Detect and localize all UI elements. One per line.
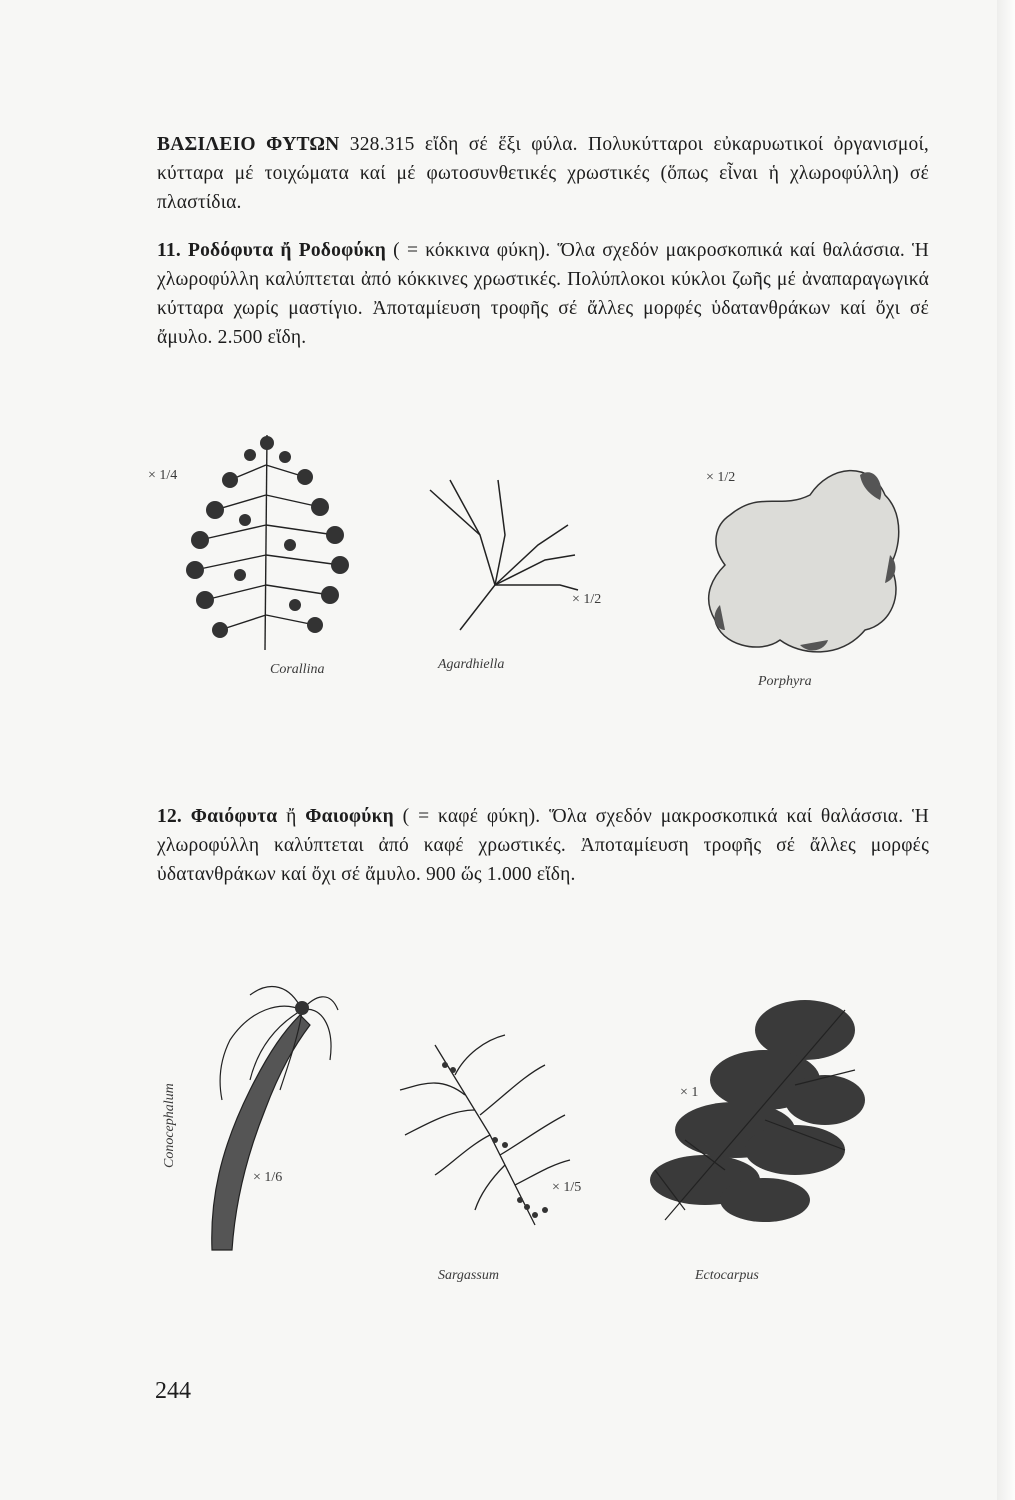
conocephalum-scale: × 1/6 [253,1170,283,1185]
section-12-paragraph [157,802,929,889]
ectocarpus-caption: Ectocarpus [695,1268,759,1283]
agardhiella-illustration [420,475,580,635]
intro-text: 328.315 εἴδη σέ ἕξι φύλα. Πολυκύτταροι εὐκαρυωτικοί ὀργανισμοί, κύτταρα μέ τοιχώματα καί μέ φωτοσυνθετικές χρωστικές (ὅπως εἶναι ἡ χλωροφύλλη) σέ πλαστίδια. [157,134,930,213]
section-11-paragraph [157,236,929,352]
kingdom-heading: ΒΑΣΙΛΕΙΟ ΦΥΤΩΝ [157,134,340,155]
page-edge [997,0,1015,1500]
agardhiella-scale: × 1/2 [572,592,602,607]
corallina-scale: × 1/4 [148,468,178,483]
intro-paragraph [157,130,929,217]
sargassum-scale: × 1/5 [552,1180,582,1195]
section-11-title: Ροδόφυτα ἤ Ροδοφύκη [188,240,387,261]
section-12-title: Φαιόφυτα [190,806,278,827]
conocephalum-illustration [190,970,340,1260]
porphyra-scale: × 1/2 [706,470,736,485]
conocephalum-caption: Conocephalum [162,1083,177,1168]
agardhiella-caption: Agardhiella [438,657,505,672]
section-12-text: ( = καφέ φύκη). Ὅλα σχεδόν μακροσκοπικά καί θαλάσσια. Ἡ χλωροφύλλη καλύπτεται ἀπό καφέ χρωστικές. Ἀποταμίευση τροφῆς σέ ἄλλες μορφές ὑδατανθράκων καί ὄχι σέ ἄμυλο. 900 ὥς 1.000 εἴδη. [157,806,929,885]
corallina-illustration [170,425,370,655]
section-12-title-alt: Φαιοφύκη [305,806,394,827]
sargassum-caption: Sargassum [438,1268,499,1283]
section-11-text: ( = κόκκινα φύκη). Ὅλα σχεδόν μακροσκοπικά καί θαλάσσια. Ἡ χλωροφύλλη καλύπτεται ἀπό κόκκινες χρωστικές. Πολύπλοκοι κύκλοι ζωῆς μέ ἀναπαραγωγικά κύτταρα χωρίς μαστίγιο. Ἀποταμίευση τροφῆς σέ ἄλλες μορφές ὑδατανθράκων καί ὄχι σέ ἄμυλο. 2.500 εἴδη. [157,240,929,348]
sargassum-illustration [395,1015,575,1230]
porphyra-illustration [700,455,915,675]
porphyra-caption: Porphyra [758,674,812,689]
ectocarpus-scale: × 1 [680,1085,699,1100]
section-12-number: 12. [157,806,182,827]
corallina-caption: Corallina [270,662,325,677]
ectocarpus-illustration [645,990,875,1240]
page-number: 244 [155,1378,191,1404]
section-12-connector: ἤ [286,806,297,827]
section-11-number: 11. [157,240,181,261]
